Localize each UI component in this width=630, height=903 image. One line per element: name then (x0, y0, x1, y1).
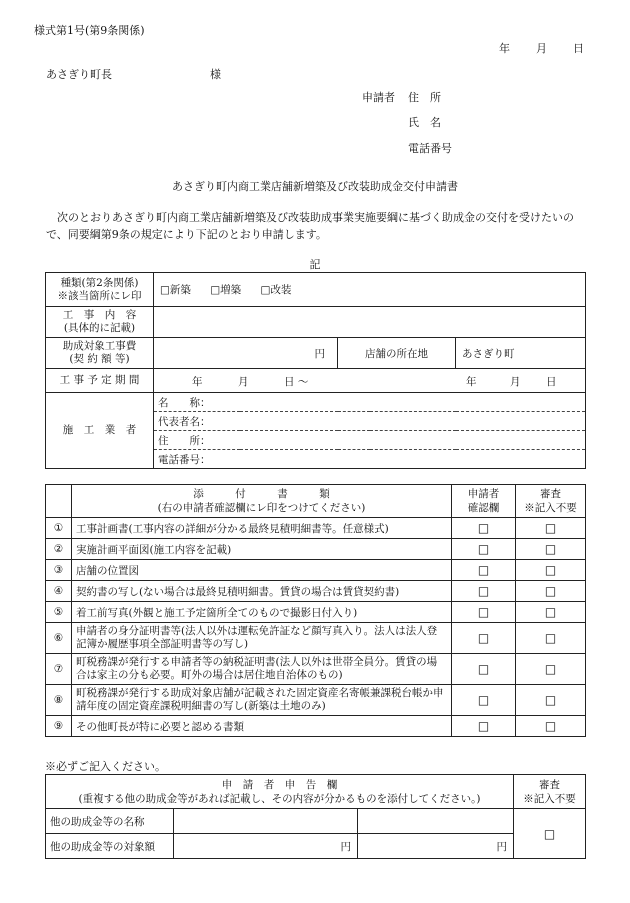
date-day-label: 日 (573, 42, 584, 55)
period-from-month: 月 (238, 376, 249, 388)
option-renovation[interactable]: □改装 (260, 284, 292, 296)
cost-field[interactable] (154, 338, 338, 369)
period-from-day: 日 〜 (284, 376, 309, 388)
document-title: あさぎり町内商工業店舗新増築及び改装助成金交付申請書 (172, 180, 458, 193)
item-number: ① (46, 518, 72, 539)
item-number: ② (46, 539, 72, 560)
location-label: 店舗の所在地 (338, 338, 456, 369)
applicant-address-label: 住 所 (408, 91, 441, 104)
review-checkbox: □ (516, 654, 586, 685)
applicant-checkbox[interactable]: □ (452, 623, 516, 654)
addressee-honorific: 様 (210, 68, 221, 81)
item-description: 着工前写真(外観と施工予定箇所全てのもので撮影日付入り) (72, 602, 452, 623)
item-number: ③ (46, 560, 72, 581)
other-subsidy-amount-label: 他の助成金等の対象額 (46, 834, 174, 859)
period-from-year: 年 (192, 376, 203, 388)
application-form-table (45, 272, 586, 469)
contractor-label: 施 工 業 者 (46, 393, 154, 469)
other-subsidy-amount-field-2[interactable]: 円 (358, 834, 514, 859)
item-number: ④ (46, 581, 72, 602)
cost-yen-unit: 円 (314, 347, 325, 360)
table-row (46, 518, 586, 539)
other-subsidy-name-field-1[interactable] (174, 809, 358, 834)
table-row (46, 654, 586, 685)
work-content-label: 工 事 内 容 (具体的に記載) (46, 307, 154, 338)
declaration-review-checkbox: □ (514, 809, 586, 859)
item-number: ⑦ (46, 654, 72, 685)
contractor-address-field[interactable]: 住 所： (154, 431, 586, 450)
type-label: 種類(第2条関係) ※該当箇所にレ印 (46, 273, 154, 307)
period-to-year: 年 (466, 376, 477, 388)
review-checkbox: □ (516, 581, 586, 602)
review-checkbox: □ (516, 623, 586, 654)
review-checkbox: □ (516, 685, 586, 716)
item-description: 店舗の位置図 (72, 560, 452, 581)
applicant-checkbox[interactable]: □ (452, 716, 516, 737)
table-row (46, 560, 586, 581)
date-year-label: 年 (499, 42, 510, 55)
table-row (46, 623, 586, 654)
attachments-header-blank (46, 485, 72, 518)
applicant-phone-label: 電話番号 (408, 142, 452, 155)
item-number: ⑨ (46, 716, 72, 737)
item-description: 町税務課が発行する助成対象店舗が記載された固定資産名寄帳兼課税台帳か申請年度の固定資産課税明細書の写し(新築は土地のみ) (72, 685, 452, 716)
table-row (46, 581, 586, 602)
item-description: 申請者の身分証明書等(法人以外は運転免許証など顔写真入り。法人は法人登記簿か履歴事項全部証明書等の写し) (72, 623, 452, 654)
period-field[interactable] (154, 369, 586, 393)
location-field[interactable]: あさぎり町 (456, 338, 586, 369)
required-note: ※必ずご記入ください。 (45, 760, 166, 773)
review-checkbox: □ (516, 602, 586, 623)
item-description: 工事計画書(工事内容の詳細が分かる最終見積明細書等。任意様式) (72, 518, 452, 539)
applicant-name-label: 氏 名 (408, 116, 441, 129)
review-header: 審査 ※記入不要 (516, 485, 586, 518)
contractor-representative-field[interactable]: 代表者名： (154, 412, 586, 431)
period-to-day: 日 (546, 376, 557, 388)
applicant-label: 申請者 (362, 91, 395, 104)
item-description: 町税務課が発行する申請者等の納税証明書(法人以外は世帯全員分。賃貸の場合は家主の分も必要。町外の場合は居住地自治体のもの) (72, 654, 452, 685)
table-row (46, 539, 586, 560)
option-new-build[interactable]: □新築 (160, 284, 191, 296)
other-subsidy-name-field-2[interactable] (358, 809, 514, 834)
applicant-checkbox[interactable]: □ (452, 581, 516, 602)
applicant-check-header: 申請者 確認欄 (452, 485, 516, 518)
work-content-field[interactable] (154, 307, 586, 338)
attachments-table (45, 484, 586, 737)
date-month-label: 月 (536, 42, 547, 55)
item-description: その他町長が特に必要と認める書類 (72, 716, 452, 737)
table-row (46, 716, 586, 737)
review-checkbox: □ (516, 518, 586, 539)
declaration-table (45, 774, 586, 859)
applicant-checkbox[interactable]: □ (452, 602, 516, 623)
option-extension[interactable]: □増築 (210, 284, 242, 296)
item-description: 契約書の写し(ない場合は最終見積明細書。賃貸の場合は賃貸契約書) (72, 581, 452, 602)
item-number: ⑥ (46, 623, 72, 654)
cost-label: 助成対象工事費 (契 約 額 等) (46, 338, 154, 369)
addressee: あさぎり町長 (46, 68, 112, 81)
attachments-header: 添 付 書 類 (右の申請者確認欄にレ印をつけてください) (72, 485, 452, 518)
applicant-checkbox[interactable]: □ (452, 685, 516, 716)
review-checkbox: □ (516, 560, 586, 581)
applicant-checkbox[interactable]: □ (452, 518, 516, 539)
period-label: 工 事 予 定 期 間 (46, 369, 154, 393)
declaration-header: 申 請 者 申 告 欄 (重複する他の助成金等があれば記載し、その内容が分かるものを添付してください。) (46, 775, 514, 809)
item-description: 実施計画平面図(施工内容を記載) (72, 539, 452, 560)
other-subsidy-name-label: 他の助成金等の名称 (46, 809, 174, 834)
type-options (154, 273, 586, 307)
period-to-month: 月 (510, 376, 521, 388)
review-checkbox: □ (516, 539, 586, 560)
ki-heading: 記 (309, 258, 321, 271)
review-checkbox: □ (516, 716, 586, 737)
table-row (46, 602, 586, 623)
item-number: ⑧ (46, 685, 72, 716)
contractor-phone-field[interactable]: 電話番号： (154, 450, 586, 469)
applicant-checkbox[interactable]: □ (452, 654, 516, 685)
application-statement: 次のとおりあさぎり町内商工業店舗新増築及び改装助成事業実施要綱に基づく助成金の交付を受けたいので、同要綱第9条の規定により下記のとおり申請します。 (46, 211, 574, 241)
item-number: ⑤ (46, 602, 72, 623)
declaration-review-header: 審査 ※記入不要 (514, 775, 586, 809)
form-number: 様式第1号(第9条関係) (34, 24, 145, 37)
contractor-name-field[interactable]: 名 称： (154, 393, 586, 412)
table-row (46, 685, 586, 716)
applicant-checkbox[interactable]: □ (452, 560, 516, 581)
applicant-checkbox[interactable]: □ (452, 539, 516, 560)
other-subsidy-amount-field-1[interactable]: 円 (174, 834, 358, 859)
